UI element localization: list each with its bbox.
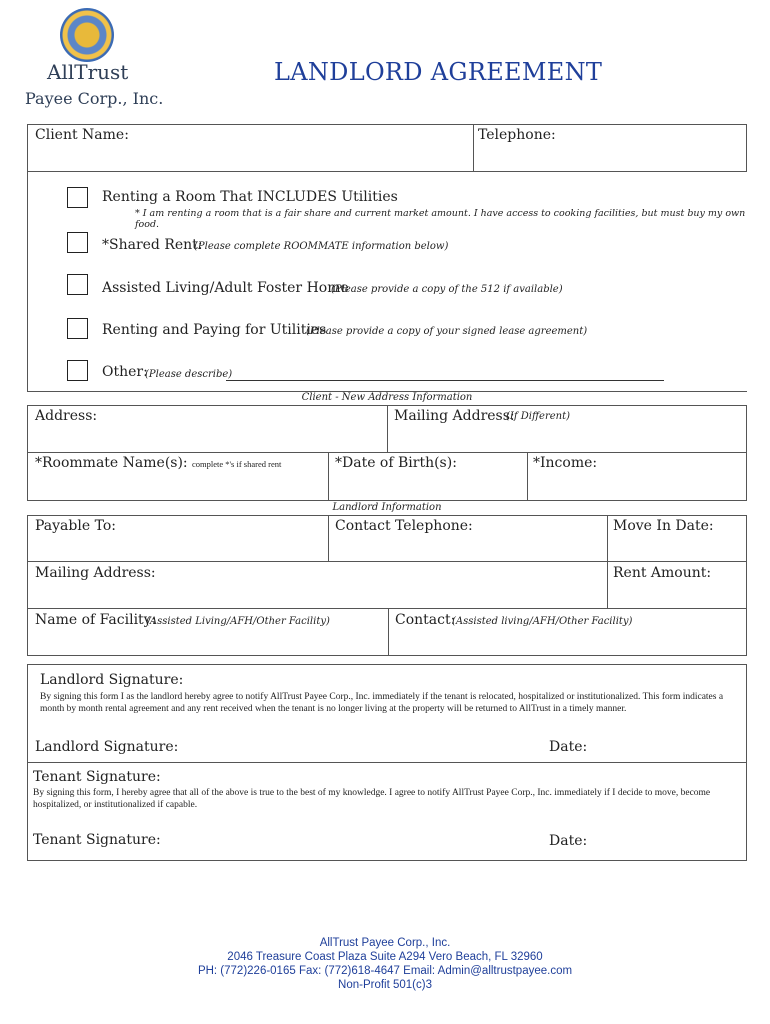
move-in-date-label: Move In Date: xyxy=(613,518,714,534)
option-renting-utilities-note: (Please provide a copy of your signed lease agreement) xyxy=(306,326,588,337)
checkbox-other[interactable] xyxy=(67,360,88,381)
address-label: Address: xyxy=(35,408,98,424)
logo-subtitle: Payee Corp., Inc. xyxy=(25,89,164,108)
roommate-names-label: *Roommate Name(s): xyxy=(35,455,188,471)
checkbox-renting-utilities[interactable] xyxy=(67,318,88,339)
section-landlord-info: Landlord Information xyxy=(332,502,442,513)
tenant-signature-heading: Tenant Signature: xyxy=(33,769,161,785)
option-renting-utilities-label: Renting and Paying for Utilities xyxy=(102,322,327,338)
option-shared-rent-note: (Please complete ROOMMATE information below) xyxy=(194,241,449,252)
checkbox-assisted-living[interactable] xyxy=(67,274,88,295)
payable-to-label: Payable To: xyxy=(35,518,116,534)
rent-amount-label: Rent Amount: xyxy=(613,565,712,581)
checkbox-room-utilities[interactable] xyxy=(67,187,88,208)
tenant-signature-text: By signing this form, I hereby agree that all of the above is true to the best of my knowledge. I agree to notify AllTrust Payee Corp., Inc. immediately if I decide to move, become hospitalized, or institutionalized if capable. xyxy=(33,788,711,810)
logo-emblem xyxy=(60,8,114,62)
footer-contact: PH: (772)226-0165 Fax: (772)618-4647 Email: Admin@alltrustpayee.com xyxy=(197,965,573,977)
client-name-label: Client Name: xyxy=(35,127,129,143)
option-assisted-living-note: (Please provide a copy of the 512 if available) xyxy=(331,284,563,295)
landlord-signature-label: Landlord Signature: xyxy=(35,739,179,755)
option-assisted-living-label: Assisted Living/Adult Foster Home xyxy=(102,280,349,296)
other-describe-line[interactable] xyxy=(226,380,664,381)
facility-name-note: (Assisted Living/AFH/Other Facility) xyxy=(146,616,330,627)
option-room-utilities-note: * I am renting a room that is a fair share and current market amount. I have access to cooking facilities, but must buy my own food. xyxy=(135,208,746,230)
telephone-label: Telephone: xyxy=(478,127,556,143)
footer-nonprofit: Non-Profit 501(c)3 xyxy=(338,979,432,991)
footer-company: AllTrust Payee Corp., Inc. xyxy=(319,937,451,949)
mailing-address-label: Mailing Address: xyxy=(394,408,515,424)
landlord-mailing-label: Mailing Address: xyxy=(35,565,156,581)
contact-telephone-label: Contact Telephone: xyxy=(335,518,473,534)
landlord-signature-text: By signing this form I as the landlord hereby agree to notify AllTrust Payee Corp., Inc. immediately if the tenant is relocated, hospitalized or institutionalized. This form indicates a month by month rental agreement and any rent received when the tenant is no longer living at the property will be returned to AllTrust in a timely manner. xyxy=(40,692,724,714)
section-client-address: Client - New Address Information xyxy=(301,392,473,403)
client-row xyxy=(27,124,747,172)
option-other-note: (Please describe) xyxy=(145,369,233,380)
landlord-date-label: Date: xyxy=(549,739,588,755)
roommate-names-note: complete *'s if shared rent xyxy=(192,459,282,469)
footer-address: 2046 Treasure Coast Plaza Suite A294 Vero Beach, FL 32960 xyxy=(227,951,543,963)
facility-name-label: Name of Facility: xyxy=(35,612,157,628)
form-title: LANDLORD AGREEMENT xyxy=(274,58,603,86)
facility-contact-note: (Assisted living/AFH/Other Facility) xyxy=(452,616,633,627)
facility-contact-label: Contact: xyxy=(395,612,456,628)
tenant-date-label: Date: xyxy=(549,833,588,849)
option-shared-rent-label: *Shared Rent: xyxy=(102,237,203,253)
logo-name: AllTrust xyxy=(47,60,129,84)
checkbox-shared-rent[interactable] xyxy=(67,232,88,253)
tenant-signature-label: Tenant Signature: xyxy=(33,832,161,848)
date-of-birth-label: *Date of Birth(s): xyxy=(335,455,457,471)
landlord-signature-heading: Landlord Signature: xyxy=(40,672,184,688)
option-room-utilities-label: Renting a Room That INCLUDES Utilities xyxy=(102,189,398,205)
income-label: *Income: xyxy=(533,455,598,471)
option-other-label: Other: xyxy=(102,364,148,380)
mailing-address-note: (If Different) xyxy=(506,411,571,422)
